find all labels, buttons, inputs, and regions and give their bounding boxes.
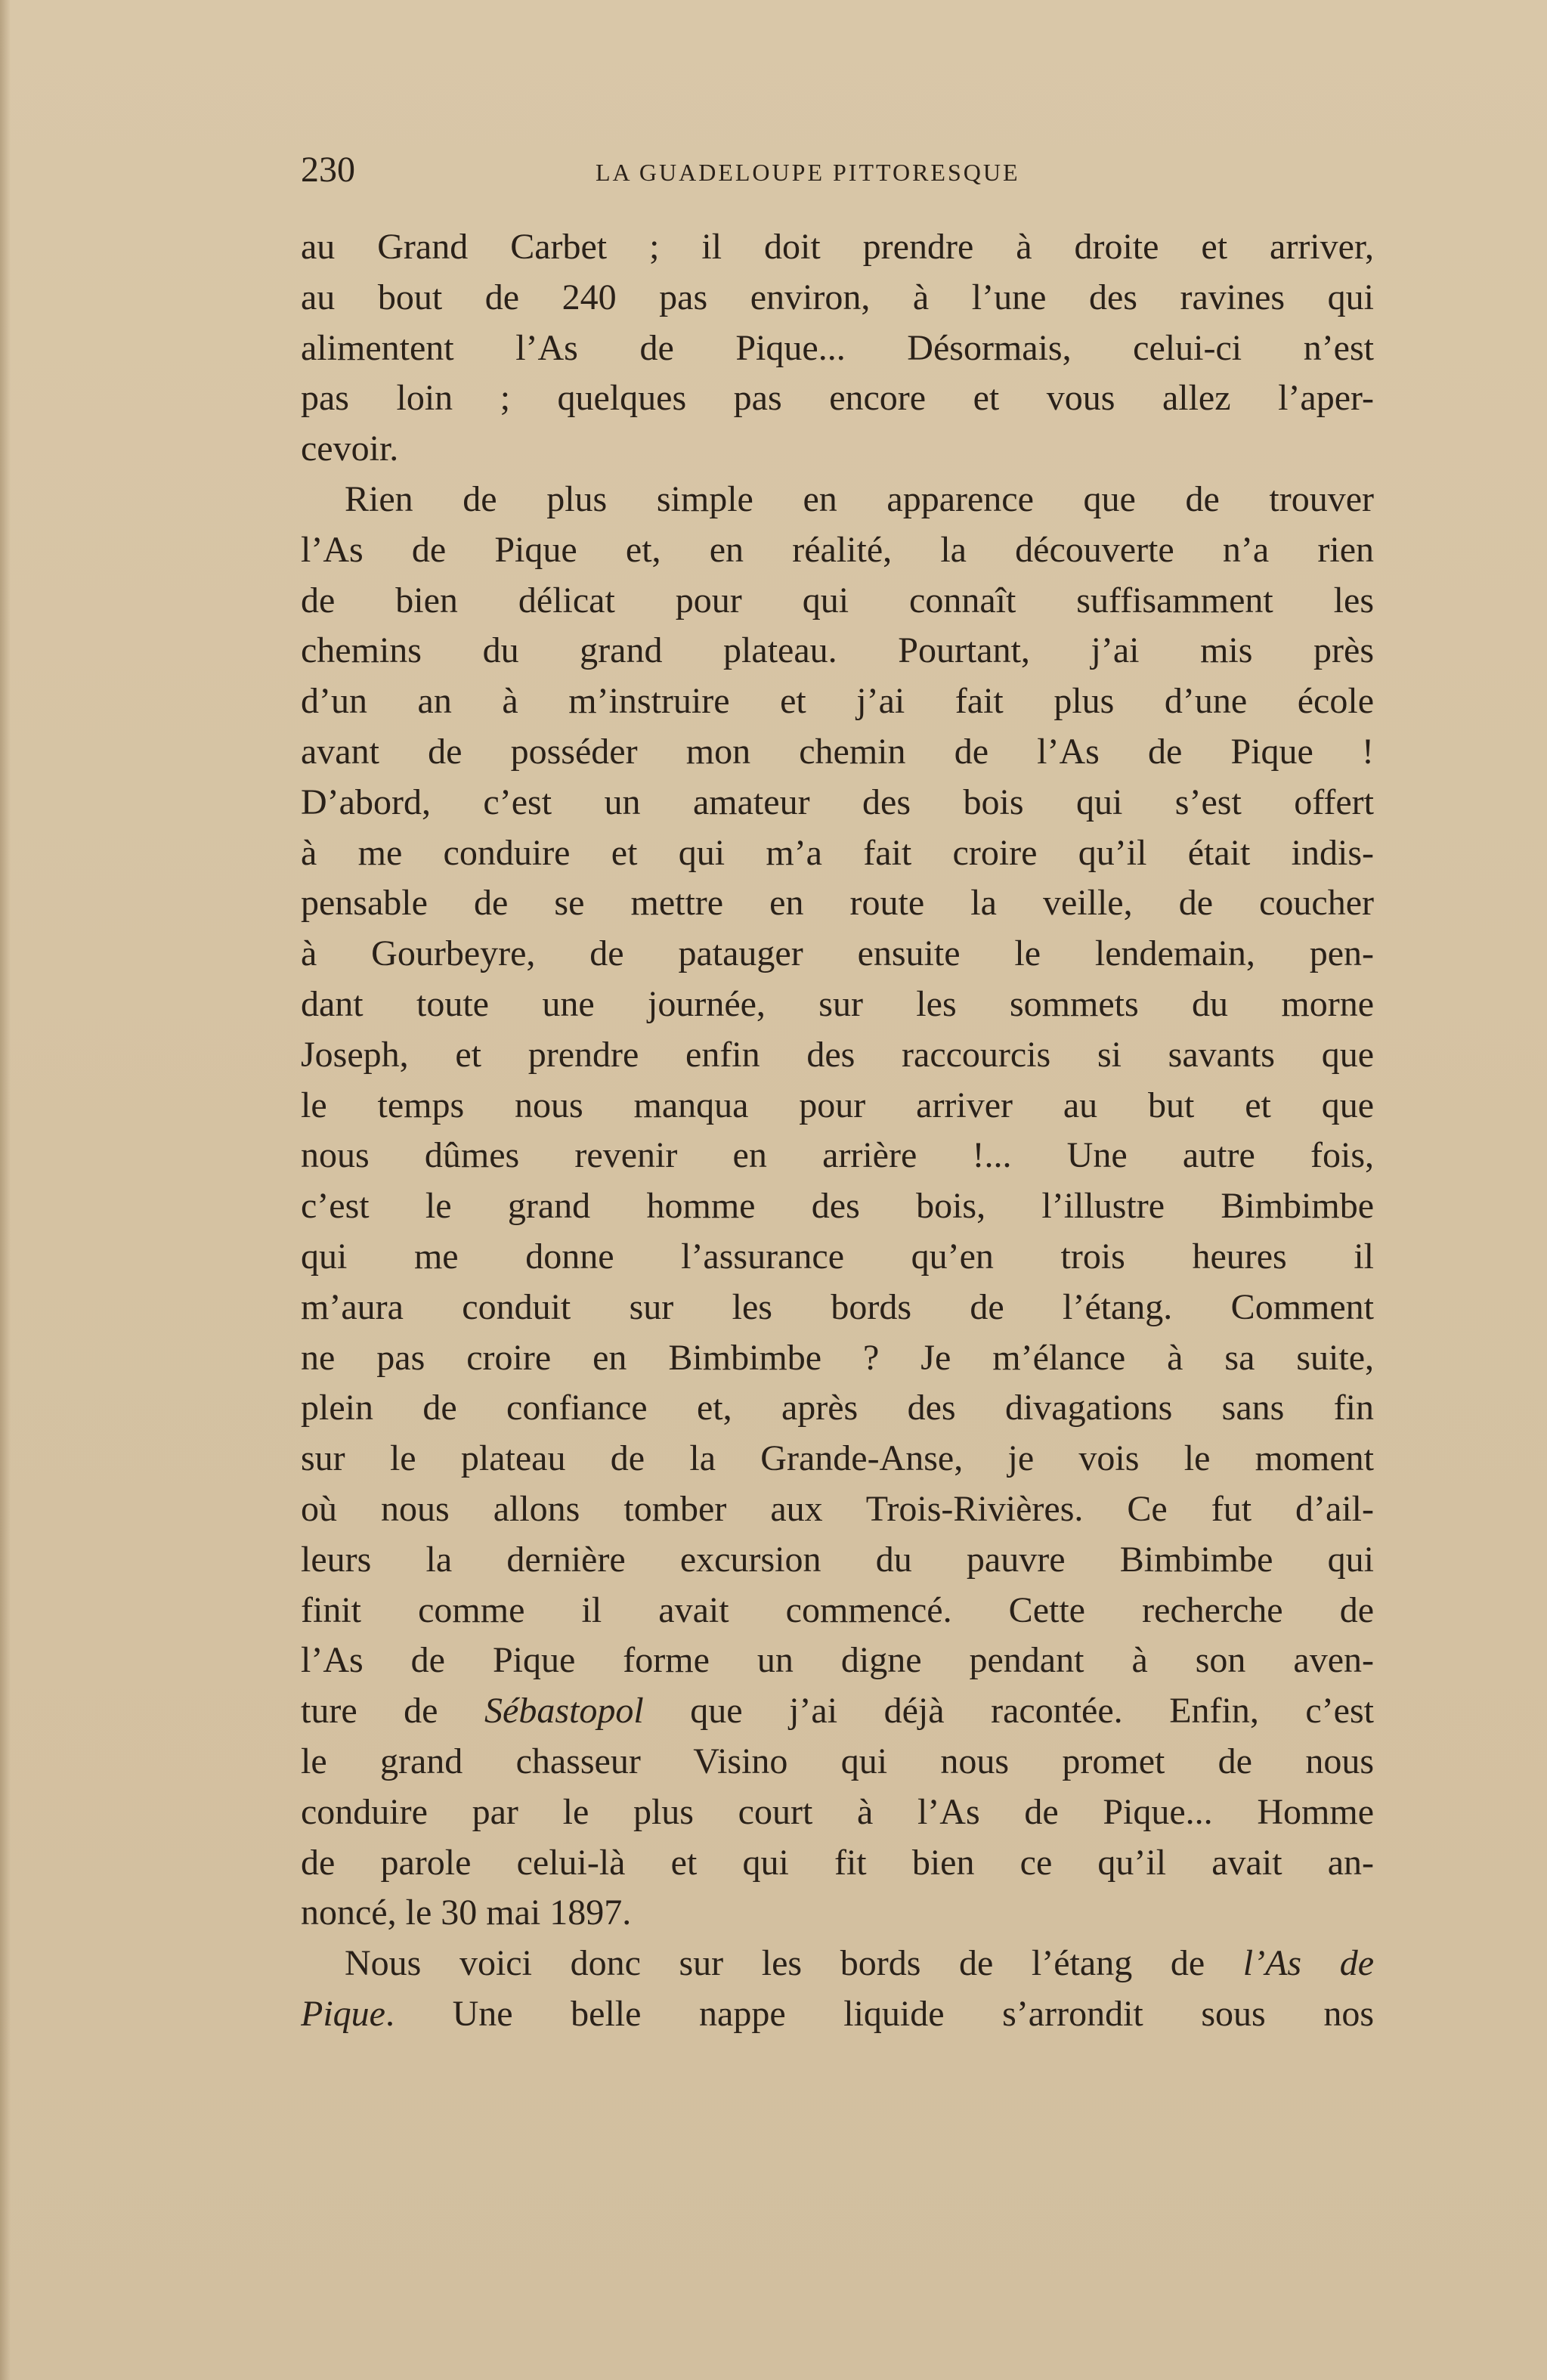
text-line: de parole celui-là et qui fit bien ce qu’il avait an- (301, 1842, 1374, 1883)
text-line (301, 1989, 1374, 2040)
text-line: avant de posséder mon chemin de l’As de Pique ! (301, 731, 1374, 772)
text-line: au Grand Carbet ; il doit prendre à droite et arriver, (301, 227, 1374, 267)
body-text (301, 222, 1374, 2040)
text-line: plein de confiance et, après des divagations sans fin (301, 1388, 1374, 1428)
italic-text: l’As de (1242, 1943, 1374, 1984)
text-line: à me conduire et qui m’a fait croire qu’il était indis- (301, 832, 1374, 873)
text-line: noncé, le 30 mai 1897. (301, 1893, 632, 1933)
page-edge-shadow (0, 0, 11, 2380)
text-line: nous dûmes revenir en arrière !... Une autre fois, (301, 1135, 1374, 1176)
text-line: au bout de 240 pas environ, à l’une des ravines qui (301, 277, 1374, 317)
text-line: ne pas croire en Bimbimbe ? Je m’élance à sa suite, (301, 1337, 1374, 1378)
italic-text: Pique (301, 1993, 385, 2034)
paragraph-first-line: Rien de plus simple en apparence que de trouver (345, 478, 1374, 519)
text-line: où nous allons tomber aux Trois-Rivières. Ce fut d’ail- (301, 1488, 1374, 1529)
paragraph-first-line (301, 1939, 1374, 1989)
text-line: à Gourbeyre, de patauger ensuite le lendemain, pen- (301, 933, 1374, 974)
text-line: dant toute une journée, sur les sommets du morne (301, 983, 1374, 1024)
text-line: finit comme il avait commencé. Cette recherche de (301, 1589, 1374, 1630)
text-line: pas loin ; quelques pas encore et vous allez l’aper- (301, 378, 1374, 419)
text-line: c’est le grand homme des bois, l’illustre Bimbimbe (301, 1186, 1374, 1227)
text-line: le grand chasseur Visino qui nous promet de nous (301, 1741, 1374, 1781)
text-line: chemins du grand plateau. Pourtant, j’ai mis près (301, 630, 1374, 671)
text-line: sur le plateau de la Grande-Anse, je vois le moment (301, 1438, 1374, 1479)
text-line (301, 1686, 1374, 1737)
italic-text: Sébastopol (484, 1691, 644, 1732)
page-header (301, 147, 1374, 193)
text-line: conduire par le plus court à l’As de Pique... Homme (301, 1791, 1374, 1832)
text-line: alimentent l’As de Pique... Désormais, celui-ci n’est (301, 327, 1374, 368)
text-line: cevoir. (301, 429, 399, 469)
text-line: Joseph, et prendre enfin des raccourcis si savants que (301, 1034, 1374, 1075)
page-number: 230 (301, 150, 355, 190)
text-fragment: que j’ai déjà racontée. Enfin, c’est (643, 1691, 1374, 1732)
text-fragment: Nous voici donc sur les bords de l’étang de (345, 1943, 1243, 1984)
text-line: l’As de Pique et, en réalité, la découverte n’a rien (301, 529, 1374, 570)
text-line: d’un an à m’instruire et j’ai fait plus d’une école (301, 681, 1374, 722)
text-line: pensable de se mettre en route la veille, de coucher (301, 883, 1374, 924)
text-line: D’abord, c’est un amateur des bois qui s’est offert (301, 781, 1374, 822)
text-fragment: . Une belle nappe liquide s’arrondit sous nos (385, 1993, 1374, 2034)
text-line: m’aura conduit sur les bords de l’étang. Comment (301, 1286, 1374, 1327)
text-line: qui me donne l’assurance qu’en trois heures il (301, 1236, 1374, 1277)
text-line: leurs la dernière excursion du pauvre Bimbimbe qui (301, 1539, 1374, 1580)
text-line: de bien délicat pour qui connaît suffisamment les (301, 580, 1374, 621)
running-title: LA GUADELOUPE PITTORESQUE (596, 159, 1020, 186)
text-line: l’As de Pique forme un digne pendant à son aven- (301, 1640, 1374, 1681)
text-line: le temps nous manqua pour arriver au but et que (301, 1085, 1374, 1125)
text-fragment: ture de (301, 1691, 485, 1732)
